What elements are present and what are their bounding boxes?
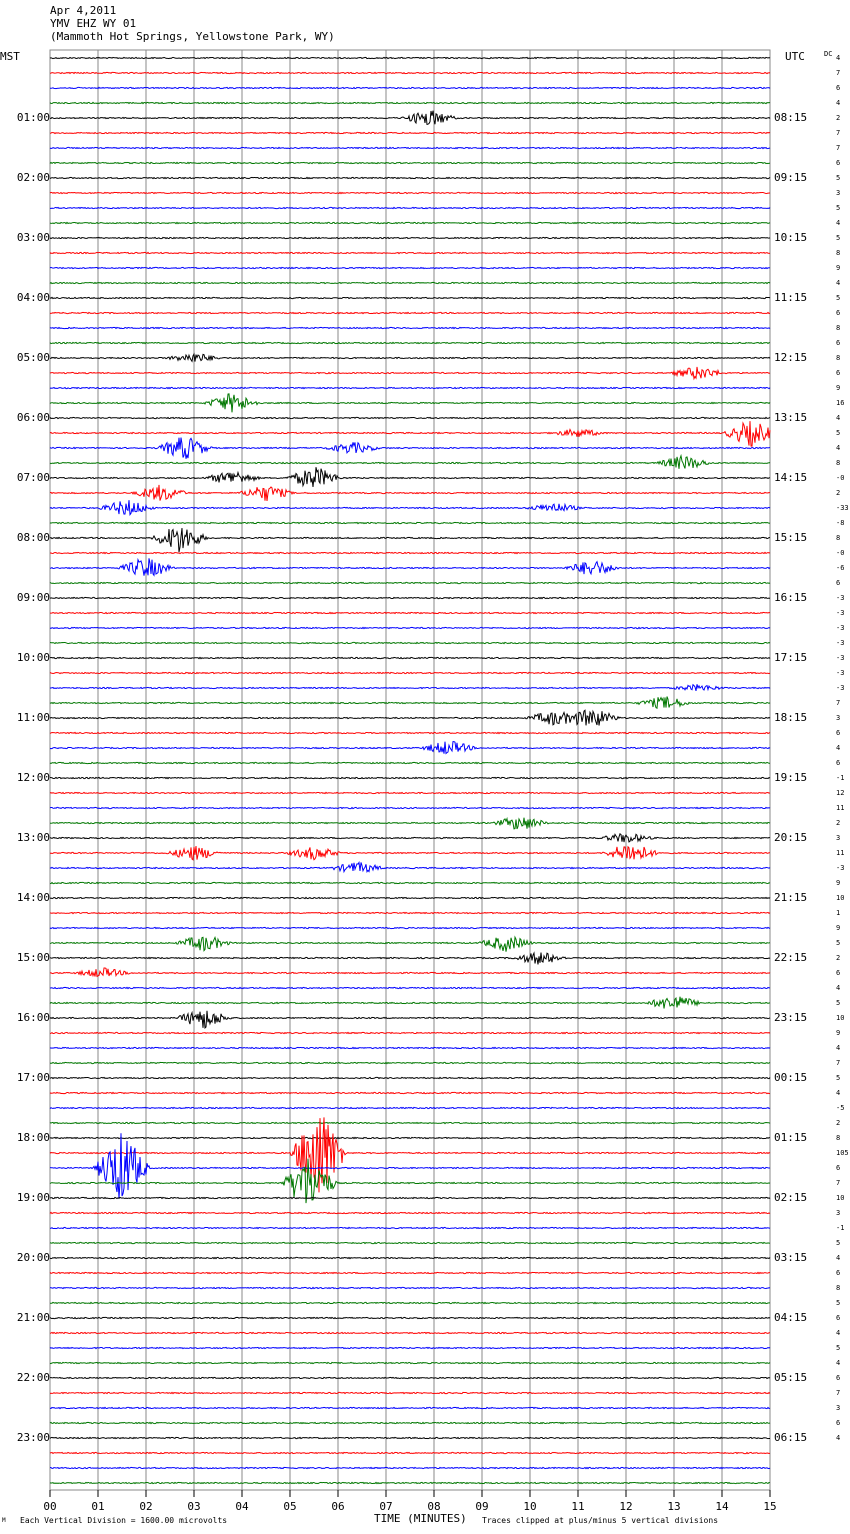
seismic-trace [50, 777, 770, 778]
seismic-trace [50, 897, 770, 898]
seismic-trace [50, 297, 770, 298]
seismic-trace [50, 102, 770, 103]
dc-offset-value: 2 [836, 114, 841, 122]
seismic-trace [50, 912, 770, 913]
dc-offset-value: 3 [836, 714, 841, 722]
seismic-trace [50, 222, 770, 223]
mst-hour-label: 23:00 [16, 1431, 50, 1444]
dc-offset-value: 105 [836, 1149, 849, 1157]
seismic-trace [50, 762, 770, 763]
dc-offset-value: -3 [836, 594, 845, 602]
seismic-trace [50, 72, 770, 73]
x-tick-label: 09 [475, 1500, 489, 1513]
x-tick-label: 15 [763, 1500, 777, 1513]
seismic-trace [50, 558, 770, 575]
seismic-trace [50, 1133, 770, 1199]
seismic-trace [50, 162, 770, 163]
seismic-trace [50, 252, 770, 253]
dc-offset-header: DC [824, 50, 833, 58]
x-tick-label: 03 [187, 1500, 201, 1513]
seismic-trace [50, 1407, 770, 1408]
seismic-trace [50, 267, 770, 268]
dc-offset-value: -1 [836, 1224, 845, 1232]
seismic-trace [50, 467, 770, 487]
dc-offset-value: 4 [836, 1044, 841, 1052]
seismic-trace [50, 862, 770, 871]
dc-offset-value: 5 [836, 174, 841, 182]
seismic-trace [50, 1122, 770, 1123]
mst-hour-label: 21:00 [16, 1311, 50, 1324]
x-tick-label: 14 [715, 1500, 729, 1513]
dc-offset-value: 8 [836, 1284, 841, 1292]
dc-offset-value: -6 [836, 564, 845, 572]
dc-offset-value: 10 [836, 1014, 845, 1022]
seismic-trace [50, 282, 770, 283]
dc-offset-value: 4 [836, 279, 841, 287]
dc-offset-value: 6 [836, 84, 841, 92]
utc-hour-label: 14:15 [774, 471, 808, 484]
mst-hour-label: 13:00 [16, 831, 50, 844]
dc-offset-value: 4 [836, 984, 841, 992]
seismic-trace [50, 387, 770, 388]
seismic-trace [50, 1437, 770, 1438]
mst-hour-label: 08:00 [16, 531, 50, 544]
seismic-trace [50, 1117, 770, 1192]
seismic-trace [50, 552, 770, 553]
dc-offset-value: 6 [836, 1164, 841, 1172]
dc-offset-value: 4 [836, 444, 841, 452]
dc-offset-value: 4 [836, 744, 841, 752]
utc-hour-label: 10:15 [774, 231, 808, 244]
dc-offset-value: 6 [836, 309, 841, 317]
seismic-trace [50, 1159, 770, 1203]
seismic-trace [50, 1317, 770, 1318]
mst-hour-label: 01:00 [16, 111, 50, 124]
mst-hour-label: 16:00 [16, 1011, 50, 1024]
seismic-trace [50, 953, 770, 965]
seismic-trace [50, 987, 770, 988]
seismic-trace [50, 192, 770, 193]
dc-offset-value: 11 [836, 804, 845, 812]
seismic-trace [50, 1347, 770, 1348]
dc-offset-value: 7 [836, 1389, 841, 1397]
dc-offset-value: 5 [836, 294, 841, 302]
dc-offset-value: 6 [836, 579, 841, 587]
seismic-trace [50, 1137, 770, 1138]
dc-offset-value: 4 [836, 1254, 841, 1262]
dc-offset-value: 9 [836, 879, 841, 887]
seismic-trace [50, 1287, 770, 1288]
seismic-trace [50, 1047, 770, 1048]
seismic-trace [50, 485, 770, 501]
dc-offset-value: 9 [836, 384, 841, 392]
seismic-trace [50, 342, 770, 343]
seismic-trace [50, 997, 770, 1009]
dc-offset-value: 10 [836, 1194, 845, 1202]
mst-hour-label: 18:00 [16, 1131, 50, 1144]
clip-note: Traces clipped at plus/minus 5 vertical divisions [482, 1516, 719, 1525]
seismic-trace [50, 327, 770, 328]
seismic-trace [50, 1302, 770, 1303]
seismic-trace [50, 111, 770, 125]
mst-hour-label: 20:00 [16, 1251, 50, 1264]
dc-offset-value: -1 [836, 774, 845, 782]
seismic-trace [50, 1077, 770, 1078]
mst-hour-label: 10:00 [16, 651, 50, 664]
utc-hour-label: 09:15 [774, 171, 808, 184]
dc-offset-value: 4 [836, 1359, 841, 1367]
footer-mark: M [2, 1517, 6, 1524]
dc-offset-value: 5 [836, 204, 841, 212]
x-tick-label: 08 [427, 1500, 441, 1513]
dc-offset-value: 3 [836, 1404, 841, 1412]
seismic-trace [50, 742, 770, 754]
x-axis-title: TIME (MINUTES) [374, 1512, 467, 1525]
seismic-trace [50, 237, 770, 238]
dc-offset-value: 9 [836, 264, 841, 272]
dc-offset-value: 4 [836, 219, 841, 227]
seismic-trace [50, 1062, 770, 1063]
utc-hour-label: 03:15 [774, 1251, 808, 1264]
dc-offset-value: 12 [836, 789, 845, 797]
mst-hour-label: 17:00 [16, 1071, 50, 1084]
utc-hour-label: 22:15 [774, 951, 808, 964]
seismic-trace [50, 937, 770, 952]
seismic-trace [50, 87, 770, 88]
seismic-trace [50, 1227, 770, 1228]
mst-hour-label: 11:00 [16, 711, 50, 724]
dc-offset-value: 10 [836, 894, 845, 902]
utc-hour-label: 11:15 [774, 291, 808, 304]
x-tick-label: 04 [235, 1500, 249, 1513]
seismic-trace [50, 1011, 770, 1028]
utc-hour-label: 12:15 [774, 351, 808, 364]
dc-offset-value: 5 [836, 234, 841, 242]
utc-hour-label: 17:15 [774, 651, 808, 664]
seismic-trace [50, 1092, 770, 1093]
dc-offset-value: 7 [836, 1059, 841, 1067]
x-tick-label: 13 [667, 1500, 681, 1513]
dc-offset-value: 8 [836, 324, 841, 332]
dc-offset-value: -3 [836, 624, 845, 632]
dc-offset-value: 6 [836, 1374, 841, 1382]
mst-hour-label: 15:00 [16, 951, 50, 964]
utc-hour-label: 02:15 [774, 1191, 808, 1204]
seismic-trace [50, 456, 770, 469]
dc-offset-value: 7 [836, 699, 841, 707]
dc-offset-value: -8 [836, 519, 845, 527]
seismic-trace [50, 927, 770, 928]
x-tick-label: 11 [571, 1500, 585, 1513]
utc-hour-label: 00:15 [774, 1071, 808, 1084]
dc-offset-value: 4 [836, 414, 841, 422]
dc-offset-value: 8 [836, 1134, 841, 1142]
utc-hour-label: 01:15 [774, 1131, 808, 1144]
seismic-trace [50, 207, 770, 208]
dc-offset-value: -3 [836, 684, 845, 692]
utc-hour-label: 06:15 [774, 1431, 808, 1444]
seismic-trace [50, 1257, 770, 1258]
dc-offset-value: 8 [836, 534, 841, 542]
plot-frame [50, 50, 770, 1490]
utc-hour-label: 16:15 [774, 591, 808, 604]
seismic-trace [50, 1467, 770, 1468]
seismic-trace [50, 627, 770, 628]
seismic-trace [50, 1197, 770, 1198]
seismic-trace [50, 1242, 770, 1243]
dc-offset-value: -3 [836, 669, 845, 677]
seismic-trace [50, 438, 770, 459]
dc-offset-value: 5 [836, 1344, 841, 1352]
utc-hour-label: 04:15 [774, 1311, 808, 1324]
seismic-trace [50, 792, 770, 793]
dc-offset-value: 3 [836, 1209, 841, 1217]
seismic-trace [50, 597, 770, 598]
seismic-trace [50, 697, 770, 709]
dc-offset-value: 5 [836, 939, 841, 947]
seismic-trace [50, 312, 770, 313]
seismic-trace [50, 1332, 770, 1333]
seismic-trace [50, 612, 770, 613]
dc-offset-value: 2 [836, 1119, 841, 1127]
dc-offset-value: 6 [836, 729, 841, 737]
seismic-trace [50, 177, 770, 178]
dc-offset-value: 2 [836, 954, 841, 962]
mst-hour-label: 04:00 [16, 291, 50, 304]
utc-hour-label: 08:15 [774, 111, 808, 124]
utc-hour-label: 15:15 [774, 531, 808, 544]
mst-hour-label: 03:00 [16, 231, 50, 244]
chart-date: Apr 4,2011 [50, 4, 117, 17]
dc-offset-value: -0 [836, 474, 845, 482]
utc-hour-label: 18:15 [774, 711, 808, 724]
seismic-trace [50, 1272, 770, 1273]
dc-offset-value: 5 [836, 429, 841, 437]
dc-offset-value: 4 [836, 1089, 841, 1097]
utc-hour-label: 13:15 [774, 411, 808, 424]
x-tick-label: 06 [331, 1500, 345, 1513]
dc-offset-value: 7 [836, 1179, 841, 1187]
dc-offset-value: 2 [836, 819, 841, 827]
left-timezone-label: MST [0, 50, 20, 63]
x-tick-label: 12 [619, 1500, 633, 1513]
station-code: YMV EHZ WY 01 [50, 17, 137, 30]
seismic-trace [50, 642, 770, 643]
station-location: (Mammoth Hot Springs, Yellowstone Park, WY) [50, 30, 335, 43]
seismic-trace [50, 417, 770, 418]
seismic-trace [50, 1392, 770, 1393]
mst-hour-label: 02:00 [16, 171, 50, 184]
utc-hour-label: 05:15 [774, 1371, 808, 1384]
scale-note: Each Vertical Division = 1600.00 microvolts [20, 1516, 228, 1525]
mst-hour-label: 06:00 [16, 411, 50, 424]
dc-offset-value: 6 [836, 759, 841, 767]
seismic-trace [50, 968, 770, 977]
mst-hour-label: 22:00 [16, 1371, 50, 1384]
x-tick-label: 05 [283, 1500, 297, 1513]
dc-offset-value: -3 [836, 639, 845, 647]
utc-hour-label: 21:15 [774, 891, 808, 904]
dc-offset-value: 6 [836, 1419, 841, 1427]
mst-hour-label: 05:00 [16, 351, 50, 364]
dc-offset-value: 7 [836, 144, 841, 152]
mst-hour-label: 12:00 [16, 771, 50, 784]
seismic-trace [50, 657, 770, 658]
seismic-trace [50, 522, 770, 523]
dc-offset-value: 6 [836, 159, 841, 167]
dc-offset-value: 6 [836, 339, 841, 347]
right-timezone-label: UTC [785, 50, 805, 63]
dc-offset-value: 6 [836, 1314, 841, 1322]
dc-offset-value: -33 [836, 504, 849, 512]
seismic-trace [50, 354, 770, 362]
dc-offset-value: 2 [836, 489, 841, 497]
dc-offset-value: 6 [836, 969, 841, 977]
seismic-trace [50, 1107, 770, 1108]
dc-offset-value: 4 [836, 54, 841, 62]
dc-offset-value: 11 [836, 849, 845, 857]
dc-offset-value: -3 [836, 864, 845, 872]
dc-offset-value: -0 [836, 549, 845, 557]
seismic-trace [50, 672, 770, 673]
seismic-trace [50, 1452, 770, 1453]
seismic-trace [50, 710, 770, 725]
seismic-trace [50, 500, 770, 514]
mst-hour-label: 07:00 [16, 471, 50, 484]
seismic-trace [50, 732, 770, 733]
seismic-trace [50, 528, 770, 552]
dc-offset-value: 8 [836, 354, 841, 362]
mst-hour-label: 14:00 [16, 891, 50, 904]
seismic-trace [50, 421, 770, 446]
seismic-trace [50, 846, 770, 860]
seismic-trace [50, 147, 770, 148]
x-tick-label: 01 [91, 1500, 105, 1513]
dc-offset-value: 4 [836, 1329, 841, 1337]
dc-offset-value: 3 [836, 189, 841, 197]
seismic-trace [50, 1032, 770, 1033]
x-tick-label: 10 [523, 1500, 537, 1513]
dc-offset-value: -5 [836, 1104, 845, 1112]
dc-offset-value: 9 [836, 924, 841, 932]
seismic-trace [50, 57, 770, 58]
utc-hour-label: 19:15 [774, 771, 808, 784]
dc-offset-value: 7 [836, 129, 841, 137]
seismic-trace [50, 1362, 770, 1363]
seismic-trace [50, 132, 770, 133]
dc-offset-value: 8 [836, 249, 841, 257]
seismic-trace [50, 882, 770, 883]
dc-offset-value: 4 [836, 1434, 841, 1442]
dc-offset-value: 5 [836, 1299, 841, 1307]
dc-offset-value: 4 [836, 99, 841, 107]
dc-offset-value: 5 [836, 1239, 841, 1247]
utc-hour-label: 20:15 [774, 831, 808, 844]
dc-offset-value: 8 [836, 459, 841, 467]
seismic-trace [50, 582, 770, 583]
seismic-trace [50, 684, 770, 691]
seismic-trace [50, 818, 770, 829]
mst-hour-label: 09:00 [16, 591, 50, 604]
mst-hour-label: 19:00 [16, 1191, 50, 1204]
dc-offset-value: 1 [836, 909, 841, 917]
seismic-trace [50, 394, 770, 412]
seismic-trace [50, 834, 770, 842]
dc-offset-value: 5 [836, 999, 841, 1007]
dc-offset-value: 6 [836, 369, 841, 377]
dc-offset-value: 3 [836, 834, 841, 842]
dc-offset-value: -3 [836, 609, 845, 617]
seismic-trace [50, 1377, 770, 1378]
dc-offset-value: 5 [836, 1074, 841, 1082]
dc-offset-value: 9 [836, 1029, 841, 1037]
seismic-trace [50, 807, 770, 808]
seismic-trace [50, 1482, 770, 1483]
dc-offset-value: 6 [836, 1269, 841, 1277]
seismic-trace [50, 367, 770, 379]
utc-hour-label: 23:15 [774, 1011, 808, 1024]
dc-offset-value: 7 [836, 69, 841, 77]
x-tick-label: 02 [139, 1500, 153, 1513]
seismic-trace [50, 1422, 770, 1423]
seismic-trace [50, 1212, 770, 1213]
dc-offset-value: -3 [836, 654, 845, 662]
dc-offset-value: 16 [836, 399, 845, 407]
x-tick-label: 00 [43, 1500, 57, 1513]
x-tick-label: 07 [379, 1500, 393, 1513]
